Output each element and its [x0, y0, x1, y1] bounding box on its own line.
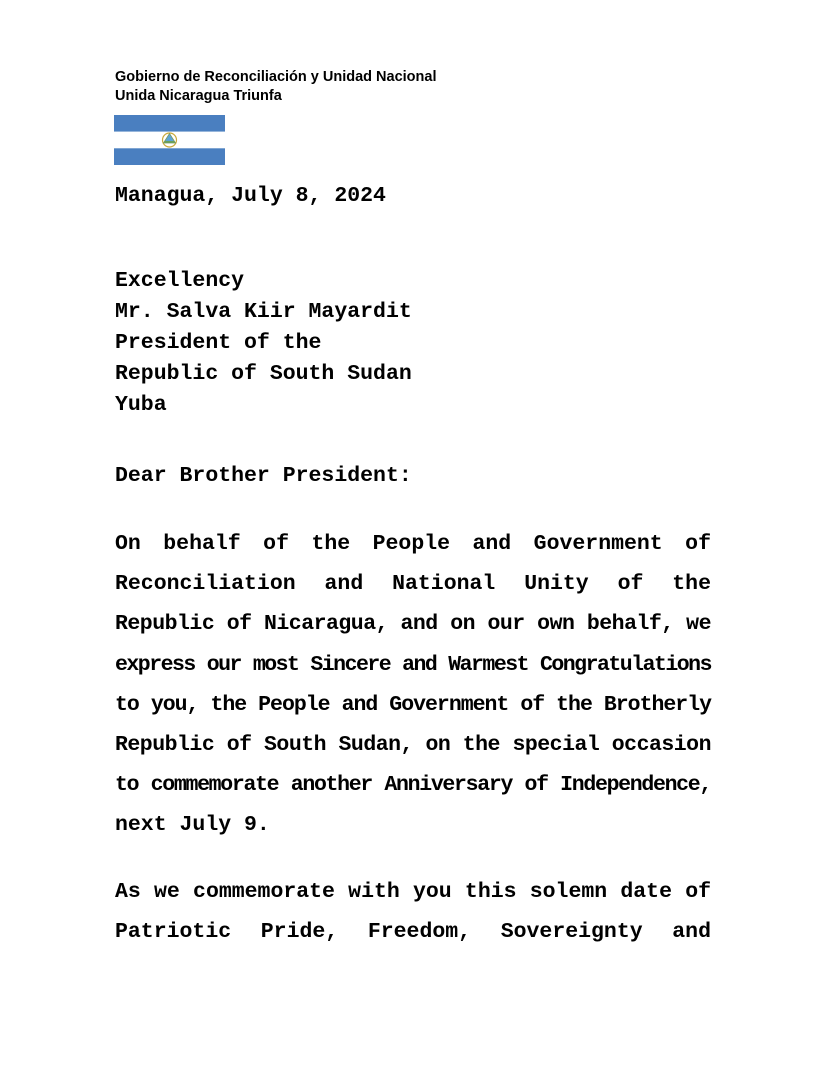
recipient-position: President of the — [115, 331, 322, 355]
letterhead-motto: Unida Nicaragua Triunfa — [115, 88, 282, 104]
paragraph-line: Reconciliation and National Unity of the — [115, 572, 711, 597]
paragraph-line: next July 9. — [115, 813, 270, 838]
paragraph-line: Republic of South Sudan, on the special occasion — [115, 732, 711, 757]
paragraph-line: Republic of Nicaragua, and on our own behalf, we — [115, 612, 711, 637]
recipient-name: Mr. Salva Kiir Mayardit — [115, 300, 412, 324]
body-paragraph-2 — [115, 879, 711, 959]
recipient-address — [115, 266, 412, 421]
salutation: Dear Brother President: — [115, 464, 412, 488]
paragraph-line: to you, the People and Government of the Brotherly — [115, 692, 711, 717]
recipient-city: Yuba — [115, 393, 167, 417]
paragraph-line: to commemorate another Anniversary of Independence, — [115, 773, 711, 798]
paragraph-line: Patriotic Pride, Freedom, Sovereignty and — [115, 920, 711, 945]
nicaragua-flag-icon — [114, 115, 225, 165]
body-paragraph-1 — [115, 531, 711, 853]
letterhead — [115, 68, 436, 106]
letterhead-government-name: Gobierno de Reconciliación y Unidad Nacional — [115, 69, 437, 85]
recipient-country: Republic of South Sudan — [115, 362, 412, 386]
paragraph-line: On behalf of the People and Government of — [115, 532, 711, 556]
paragraph-line: As we commemorate with you this solemn date of — [115, 880, 711, 904]
recipient-title: Excellency — [115, 269, 245, 293]
paragraph-line: express our most Sincere and Warmest Congratulations — [115, 652, 711, 677]
letter-date: Managua, July 8, 2024 — [115, 184, 386, 208]
